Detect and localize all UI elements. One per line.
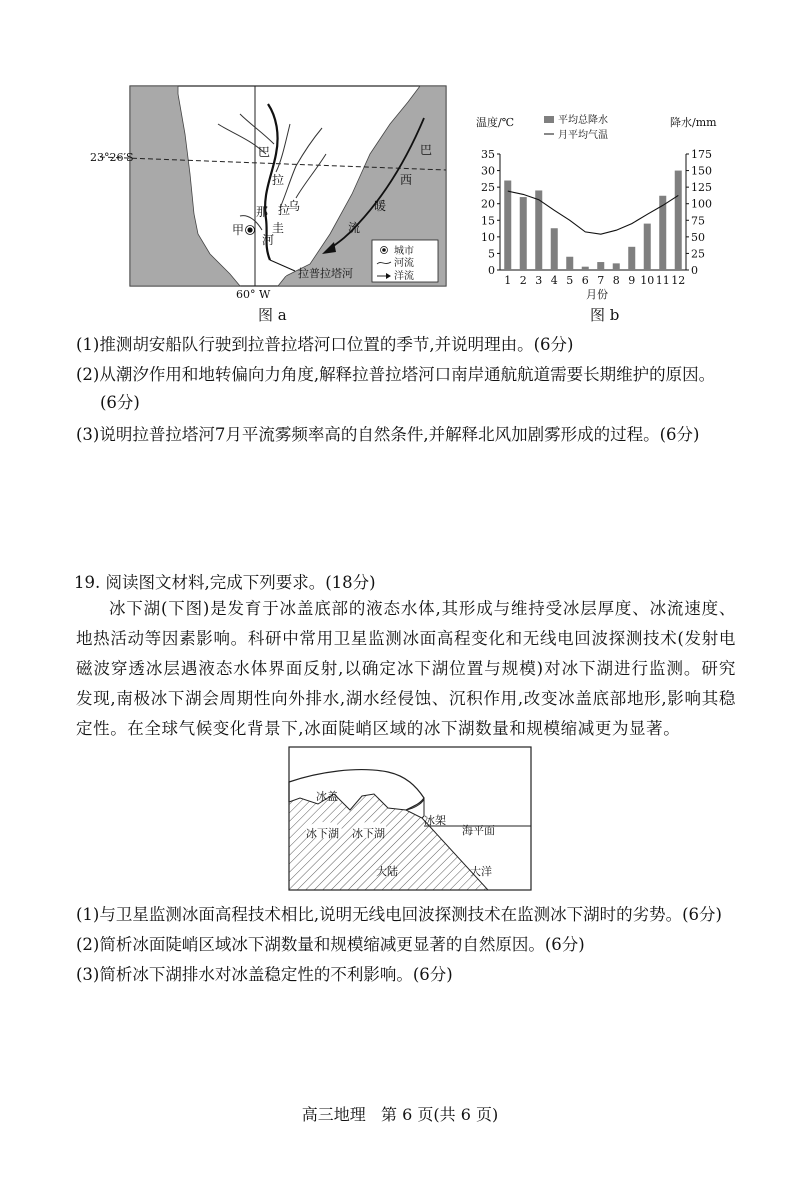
label-continent: 大陆: [376, 865, 398, 878]
chart-bar-precip: [628, 247, 635, 270]
q18-item-2-score: (6分): [100, 393, 140, 412]
map-label-na: 那: [256, 205, 269, 219]
page-footer: 高三地理 第 6 页(共 6 页): [301, 1105, 499, 1124]
chart-tick-label-x: 5: [566, 274, 574, 287]
chart-tick-label-x: 2: [519, 274, 527, 287]
label-ocean: 大洋: [470, 865, 492, 878]
map-label-la2: 拉: [278, 203, 291, 217]
chart-tick-label-right: 25: [691, 247, 705, 261]
legend-bar-label: 平均总降水: [558, 115, 608, 126]
chart-tick-label-right: 125: [691, 181, 712, 195]
chart-tick-label-x: 3: [535, 274, 543, 287]
chart-tick-label-left: 35: [481, 148, 495, 161]
legend-current: 洋流: [394, 271, 414, 282]
map-a: [90, 84, 450, 302]
q19-item-1: (1)与卫星监测冰面高程技术相比,说明无线电回波探测技术在监测冰下湖时的劣势。(6分): [76, 905, 722, 924]
chart-tick-label-left: 0: [488, 264, 495, 277]
chart-tick-label-left: 25: [481, 181, 495, 195]
city-marker: [247, 227, 252, 232]
subglacial-lake-diagram: [288, 746, 532, 892]
chart-bar-precip: [675, 171, 682, 270]
chart-tick-label-left: 10: [481, 230, 495, 244]
chart-tick-label-x: 8: [612, 274, 620, 287]
chart-tick-label-x: 12: [671, 274, 686, 287]
chart-tick-label-left: 20: [481, 197, 495, 211]
chart-bar-precip: [520, 197, 527, 270]
label-lake-1: 冰下湖: [306, 827, 339, 840]
chart-tick-label-right: 150: [691, 164, 712, 178]
map-label-he: 河: [262, 233, 275, 247]
chart-bar-precip: [535, 190, 542, 270]
legend-bar-swatch: [544, 116, 554, 123]
chart-line-temperature: [508, 191, 679, 234]
q18-item-2: (2)从潮汐作用和地转偏向力角度,解释拉普拉塔河口南岸通航航道需要长期维护的原因。: [76, 365, 716, 384]
map-label-ba2: 巴: [420, 143, 433, 157]
q19-title: 19. 阅读图文材料,完成下列要求。(18分): [74, 573, 376, 592]
chart-tick-label-x: 4: [550, 274, 558, 287]
label-ice-sheet: 冰盖: [316, 790, 338, 803]
lat-label: 23°26′S: [90, 151, 134, 164]
chart-tick-label-right: 0: [691, 264, 698, 277]
chart-tick-label-left: 15: [481, 214, 495, 228]
label-lake-2: 冰下湖: [352, 827, 385, 840]
chart-bar-precip: [551, 228, 558, 270]
chart-bar-precip: [582, 267, 589, 270]
chart-xlabel: 月份: [586, 288, 608, 301]
map-label-ba: 巴: [258, 145, 271, 159]
chart-bar-precip: [597, 262, 604, 270]
map-label-wu: 乌: [288, 199, 301, 213]
chart-bar-precip: [613, 263, 620, 270]
chart-bar-precip: [566, 257, 573, 270]
lon-label: 60° W: [236, 288, 271, 301]
map-a-caption: 图 a: [258, 306, 287, 324]
map-legend: [372, 240, 438, 282]
q18-item-3: (3)说明拉普拉塔河7月平流雾频率高的自然条件,并解释北风加剧雾形成的过程。(6分): [76, 425, 700, 444]
chart-tick-label-x: 7: [597, 274, 605, 287]
chart-ylabel-left: 温度/℃: [476, 116, 515, 129]
chart-bar-precip: [504, 181, 511, 270]
q19-paragraph: 冰下湖(下图)是发育于冰盖底部的液态水体,其形成与维持受冰层厚度、冰流速度、地热活动等因素影响。科研中常用卫星监测冰面高程变化和无线电回波探测技术(发射电磁波穿透冰层遇液态水体界面反射,以确定冰下湖位置与规模)对冰下湖进行监测。研究发现,南极冰下湖会周期性向外排水,湖水经侵蚀、沉积作用,改变冰盖底部地形,影响其稳定性。在全球气候变化背景下,冰面陡峭区域的冰下湖数量和规模缩减更为显著。: [76, 599, 736, 738]
chart-tick-label-x: 6: [581, 274, 589, 287]
chart-tick-label-right: 100: [691, 197, 712, 211]
chart-tick-label-right: 75: [691, 214, 705, 228]
map-label-nuan: 暖: [374, 199, 387, 213]
chart-tick-label-right: 50: [691, 230, 705, 244]
q19-item-2: (2)简析冰面陡峭区域冰下湖数量和规模缩减更显著的自然原因。(6分): [76, 935, 585, 954]
legend-line-label: 月平均气温: [558, 130, 608, 141]
label-sea-level: 海平面: [462, 824, 495, 837]
legend-river: 河流: [394, 258, 414, 269]
chart-b: [470, 112, 722, 302]
map-label-jia: 甲: [232, 223, 245, 237]
chart-ylabel-right: 降水/mm: [670, 116, 717, 129]
chart-tick-label-x: 10: [640, 274, 655, 287]
chart-tick-label-x: 11: [655, 274, 670, 287]
map-label-la: 拉: [272, 173, 285, 187]
chart-tick-label-x: 9: [628, 274, 636, 287]
map-label-xi: 西: [400, 173, 413, 187]
q19-item-3: (3)简析冰下湖排水对冰盖稳定性的不利影响。(6分): [76, 965, 453, 984]
chart-b-caption: 图 b: [590, 306, 620, 324]
chart-tick-label-left: 5: [488, 247, 495, 261]
chart-tick-label-left: 30: [481, 164, 495, 178]
map-label-estuary: 拉普拉塔河: [298, 267, 353, 280]
q18-item-1: (1)推测胡安船队行驶到拉普拉塔河口位置的季节,并说明理由。(6分): [76, 335, 574, 354]
chart-tick-label-right: 175: [691, 148, 712, 161]
legend-city: 城市: [394, 246, 414, 257]
map-label-gui: 圭: [272, 221, 285, 235]
map-label-liu: 流: [348, 221, 361, 235]
chart-tick-label-x: 1: [504, 274, 512, 287]
chart-bar-precip: [644, 224, 651, 270]
label-ice-shelf: 冰架: [424, 814, 446, 827]
